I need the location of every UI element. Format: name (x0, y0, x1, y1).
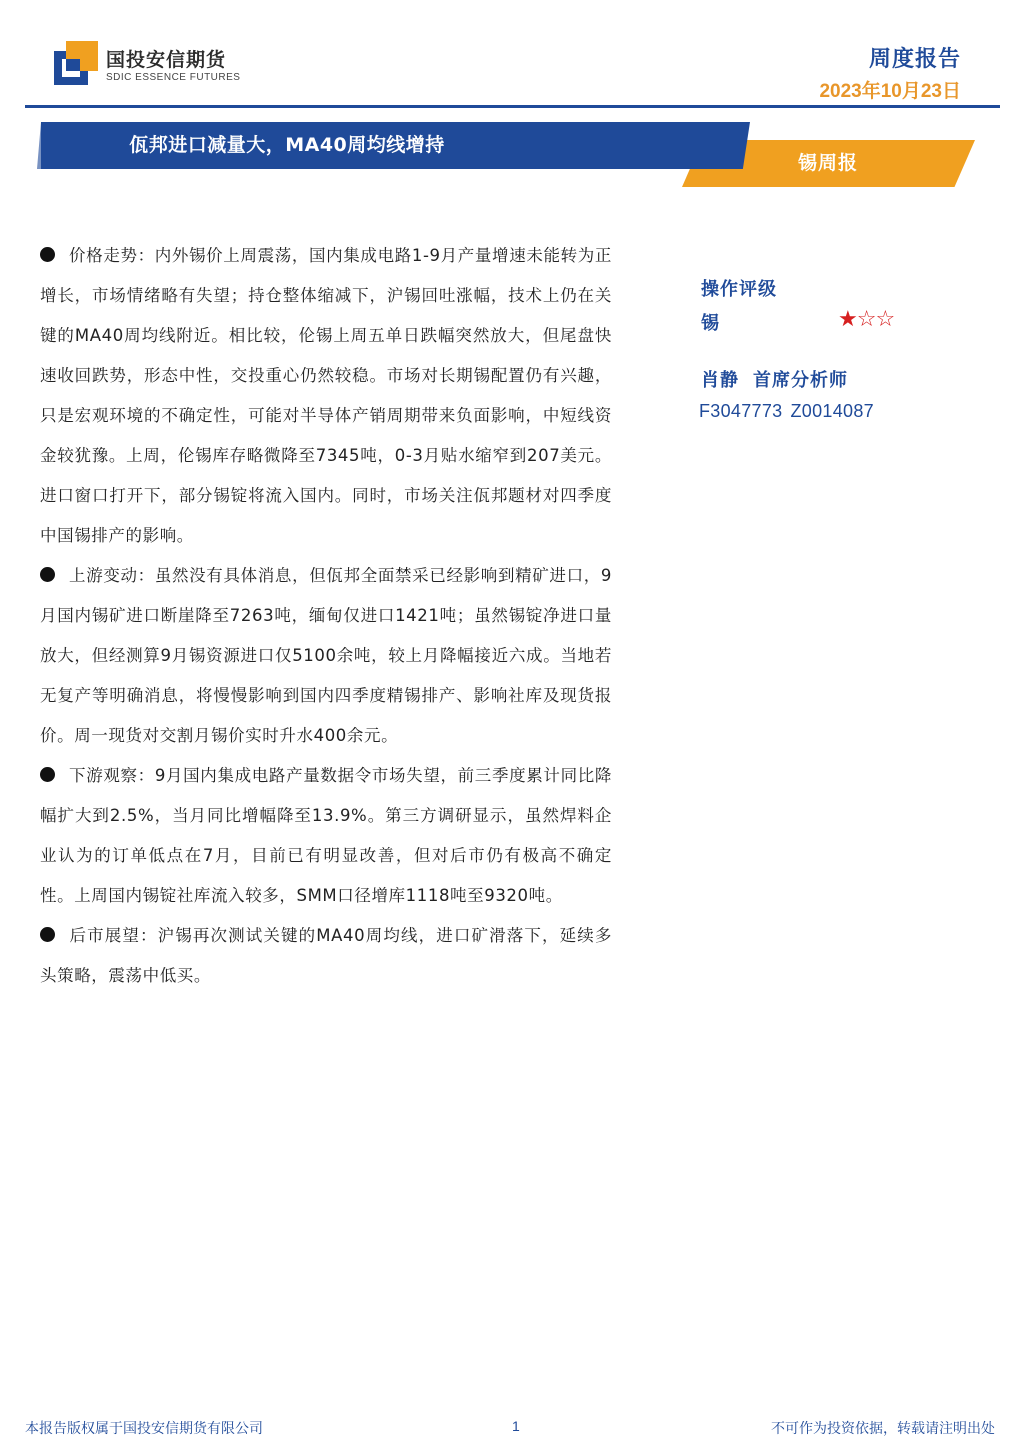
bullet-icon (40, 567, 55, 582)
rating-title: 操作评级 (701, 279, 777, 300)
paragraph-downstream (40, 756, 612, 916)
license-number: F3047773 (699, 401, 783, 421)
rating-stars-icon: ★☆☆ (838, 307, 895, 332)
analyst-name: 肖静 (701, 370, 739, 391)
bullet-icon (40, 767, 55, 782)
report-title: 佤邦进口减量大，MA40周均线增持 (129, 134, 445, 156)
report-date: 2023年10月23日 (819, 81, 961, 102)
paragraph-text: 上游变动：虽然没有具体消息，但佤邦全面禁采已经影响到精矿进口，9月国内锡矿进口断崖降至7263吨，缅甸仅进口1421吨；虽然锡锭净进口量放大，但经测算9月锡资源进口仅5100余吨，较上月降幅接近六成。当地若无复产等明确消息，将慢慢影响到国内四季度精锡排产、影响社库及现货报价。周一现货对交割月锡价实时升水400余元。 (40, 566, 612, 745)
report-type: 周度报告 (868, 47, 961, 72)
logo-english-name: SDIC ESSENCE FUTURES (106, 72, 241, 83)
rating-item: 锡 (701, 313, 719, 334)
license-number: Z0014087 (790, 401, 874, 421)
company-logo (54, 41, 254, 91)
paragraph-outlook (40, 916, 612, 996)
logo-chinese-name: 国投安信期货 (106, 49, 227, 71)
paragraph-text: 下游观察：9月国内集成电路产量数据令市场失望，前三季度累计同比降幅扩大到2.5%，当月同比增幅降至13.9%。第三方调研显示，虽然焊料企业认为的订单低点在7月，目前已有明显改善，但对后市仍有极高不确定性。上周国内锡锭社库流入较多，SMM口径增库1118吨至9320吨。 (40, 766, 612, 905)
analyst-title: 首席分析师 (753, 370, 848, 391)
analyst-info (701, 366, 862, 392)
paragraph-text: 价格走势：内外锡价上周震荡，国内集成电路1-9月产量增速未能转为正增长，市场情绪略有失望；持仓整体缩减下，沪锡回吐涨幅，技术上仍在关键的MA40周均线附近。相比较，伦锡上周五单日跌幅突然放大，但尾盘快速收回跌势，形态中性，交投重心仍然较稳。市场对长期锡配置仍有兴趣，只是宏观环境的不确定性，可能对半导体产销周期带来负面影响，中短线资金较犹豫。上周，伦锡库存略微降至7345吨，0-3月贴水缩窄到207美元。进口窗口打开下，部分锡锭将流入国内。同时，市场关注佤邦题材对四季度中国锡排产的影响。 (40, 246, 612, 545)
paragraph-upstream (40, 556, 612, 756)
bullet-icon (40, 247, 55, 262)
paragraph-price-trend (40, 236, 612, 556)
logo-mark-icon (54, 41, 98, 85)
analyst-licenses (699, 401, 882, 422)
footer-copyright: 本报告版权属于国投安信期货有限公司 (25, 1421, 263, 1437)
bullet-icon (40, 927, 55, 942)
footer-disclaimer: 不可作为投资依据，转载请注明出处 (771, 1421, 995, 1437)
report-tag: 锡周报 (797, 152, 858, 174)
page-number: 1 (512, 1418, 520, 1434)
header-divider (25, 105, 1000, 108)
paragraph-text: 后市展望：沪锡再次测试关键的MA40周均线，进口矿滑落下，延续多头策略，震荡中低买。 (40, 926, 612, 985)
report-body (40, 236, 612, 996)
